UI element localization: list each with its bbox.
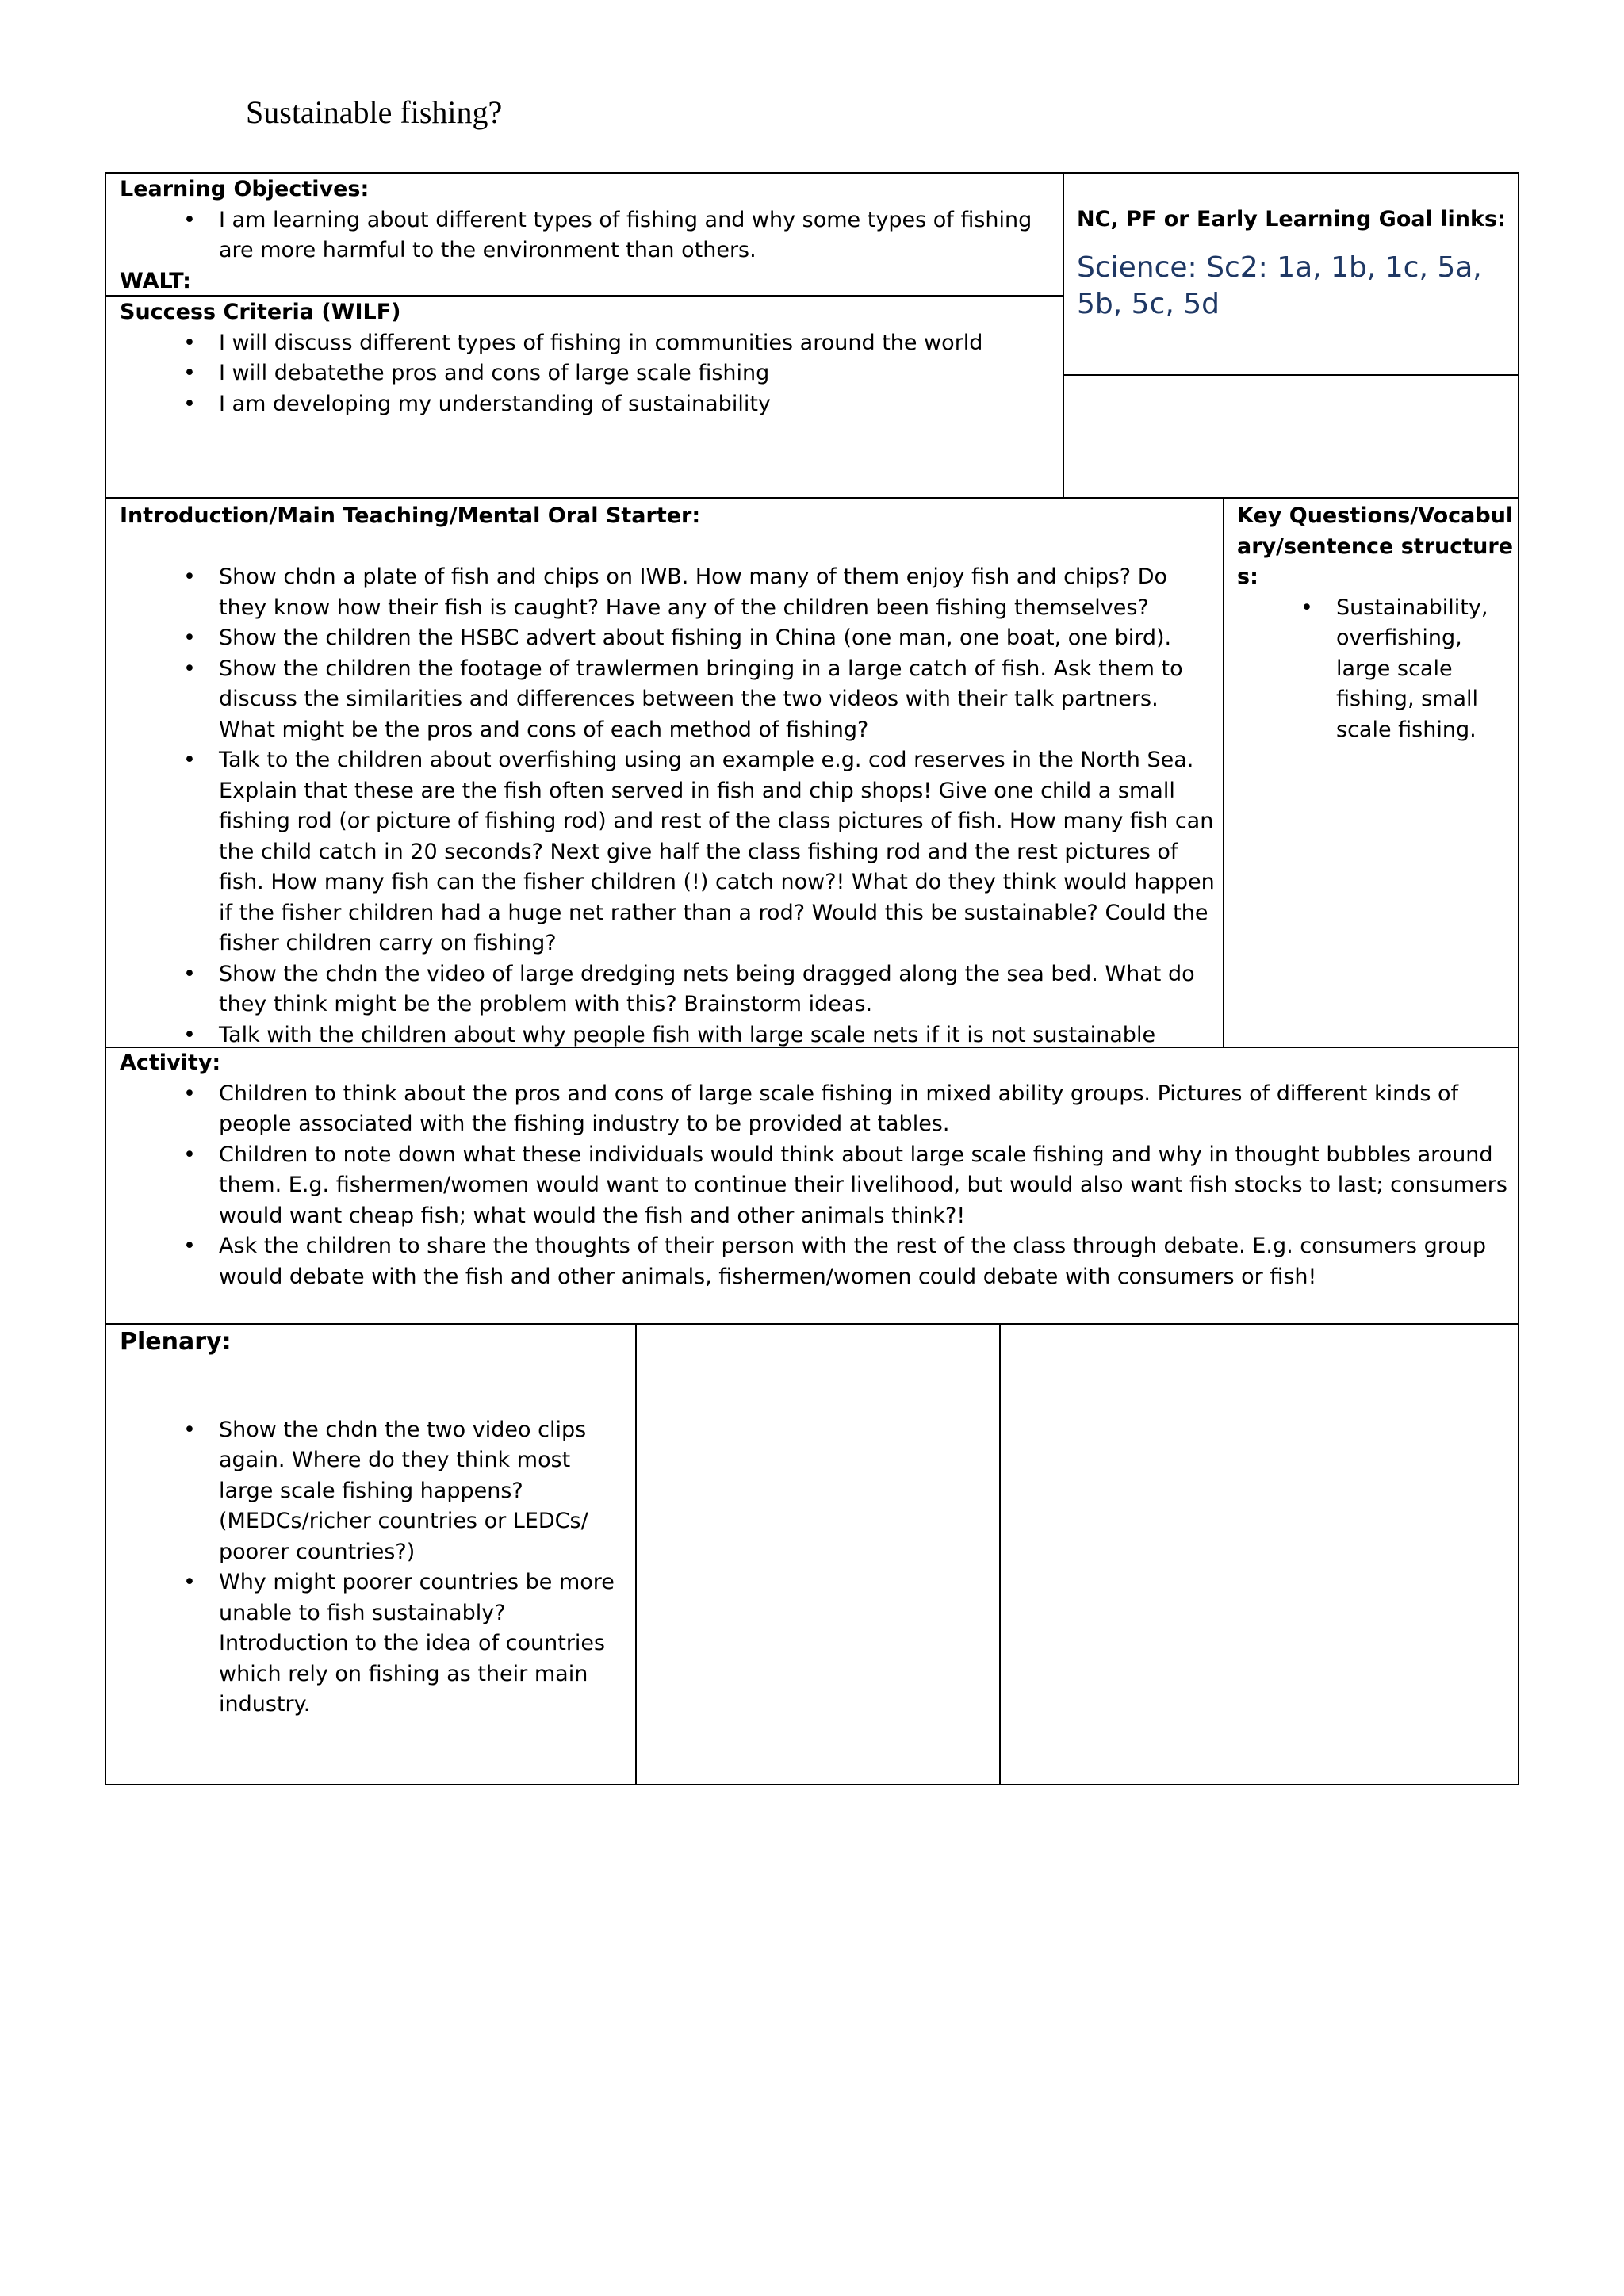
learning-objectives-list [120,205,1055,266]
list-item: • Talk with the children about why people fish with large scale nets if it is not sustainable [120,1020,1216,1051]
activity-heading: Activity: [120,1050,221,1075]
key-questions [1237,501,1515,745]
learning-objectives-heading: Learning Objectives: [120,177,370,201]
success-criteria [120,297,1055,419]
plenary [120,1327,627,1720]
activity-list [120,1079,1513,1293]
list-item: • Children to note down what these individuals would think about large scale fishing and why in thought bubbles around them. E.g. fishermen/women would want to continue their livelihood, but would also want fish stocks to last; consumers would want cheap fish; what would the fish and other animals think?! [120,1140,1513,1232]
list-item: • I will debatethe pros and cons of large scale fishing [120,358,1055,389]
list-item: • Talk to the children about overfishing using an example e.g. cod reserves in the North Sea. Explain that these are the fish often served in fish and chip shops! Give one child a small fishing rod (or picture of fishing rod) and rest of the class pictures of fish. How many fish can the child catch in 20 seconds? Next give half the class fishing rod and the rest pictures of fish. How many fish can the fisher children (!) catch now?! What do they think would happen if the fisher children had a huge net rather than a rod? Would this be sustainable? Could the fisher children carry on fishing? [120,745,1216,959]
goal-links-value: Science: Sc2: 1a, 1b, 1c, 5a, 5b, 5c, 5d [1077,251,1482,320]
introduction-list [120,562,1216,1050]
key-questions-list [1237,593,1515,746]
introduction [120,501,1216,1050]
list-item: • Ask the children to share the thoughts of their person with the rest of the class through debate. E.g. consumers group would debate with the fish and other animals, fishermen/women could debate with consumers or fish! [120,1231,1513,1292]
list-item: • I will discuss different types of fishing in communities around the world [120,328,1055,359]
list-item: • I am developing my understanding of sustainability [120,389,1055,420]
list-item: • Show the chdn the two video clips again. Where do they think most large scale fishing happens? (MEDCs/richer countries or LEDCs/ poorer countries?) [120,1415,627,1568]
learning-objectives [120,174,1055,297]
plenary-list [120,1415,627,1720]
list-item: • Show chdn a plate of fish and chips on IWB. How many of them enjoy fish and chips? Do they know how their fish is caught? Have any of the children been fishing themselves? [120,562,1216,623]
introduction-heading: Introduction/Main Teaching/Mental Oral Starter: [120,503,701,528]
list-item: • Children to think about the pros and cons of large scale fishing in mixed ability groups. Pictures of different kinds of people associated with the fishing industry to be provided at tables. [120,1079,1513,1140]
goal-links-heading: NC, PF or Early Learning Goal links: [1077,207,1506,232]
success-criteria-heading: Success Criteria (WILF) [120,300,401,324]
activity [120,1048,1513,1292]
goal-links [1077,205,1513,323]
walt-label: WALT: [120,268,191,293]
list-item: • Show the chdn the video of large dredging nets being dragged along the sea bed. What do they think might be the problem with this? Brainstorm ideas. [120,959,1216,1020]
list-item: • Why might poorer countries be more unable to fish sustainably? Introduction to the idea of countries which rely on fishing as their main industry. [120,1567,627,1720]
list-item: • Show the children the footage of trawlermen bringing in a large catch of fish. Ask them to discuss the similarities and differences between the two videos with their talk partners. What might be the pros and cons of each method of fishing? [120,654,1216,746]
page-title: Sustainable fishing? [246,94,503,130]
plenary-heading: Plenary: [120,1328,232,1356]
list-item: • Show the children the HSBC advert about fishing in China (one man, one boat, one bird). [120,623,1216,654]
list-item: • Sustainability, overfishing, large scale fishing, small scale fishing. [1237,593,1515,746]
success-criteria-list [120,328,1055,420]
key-questions-heading: Key Questions/Vocabulary/sentence structures: [1237,503,1514,589]
list-item: • I am learning about different types of fishing and why some types of fishing are more harmful to the environment than others. [120,205,1055,266]
